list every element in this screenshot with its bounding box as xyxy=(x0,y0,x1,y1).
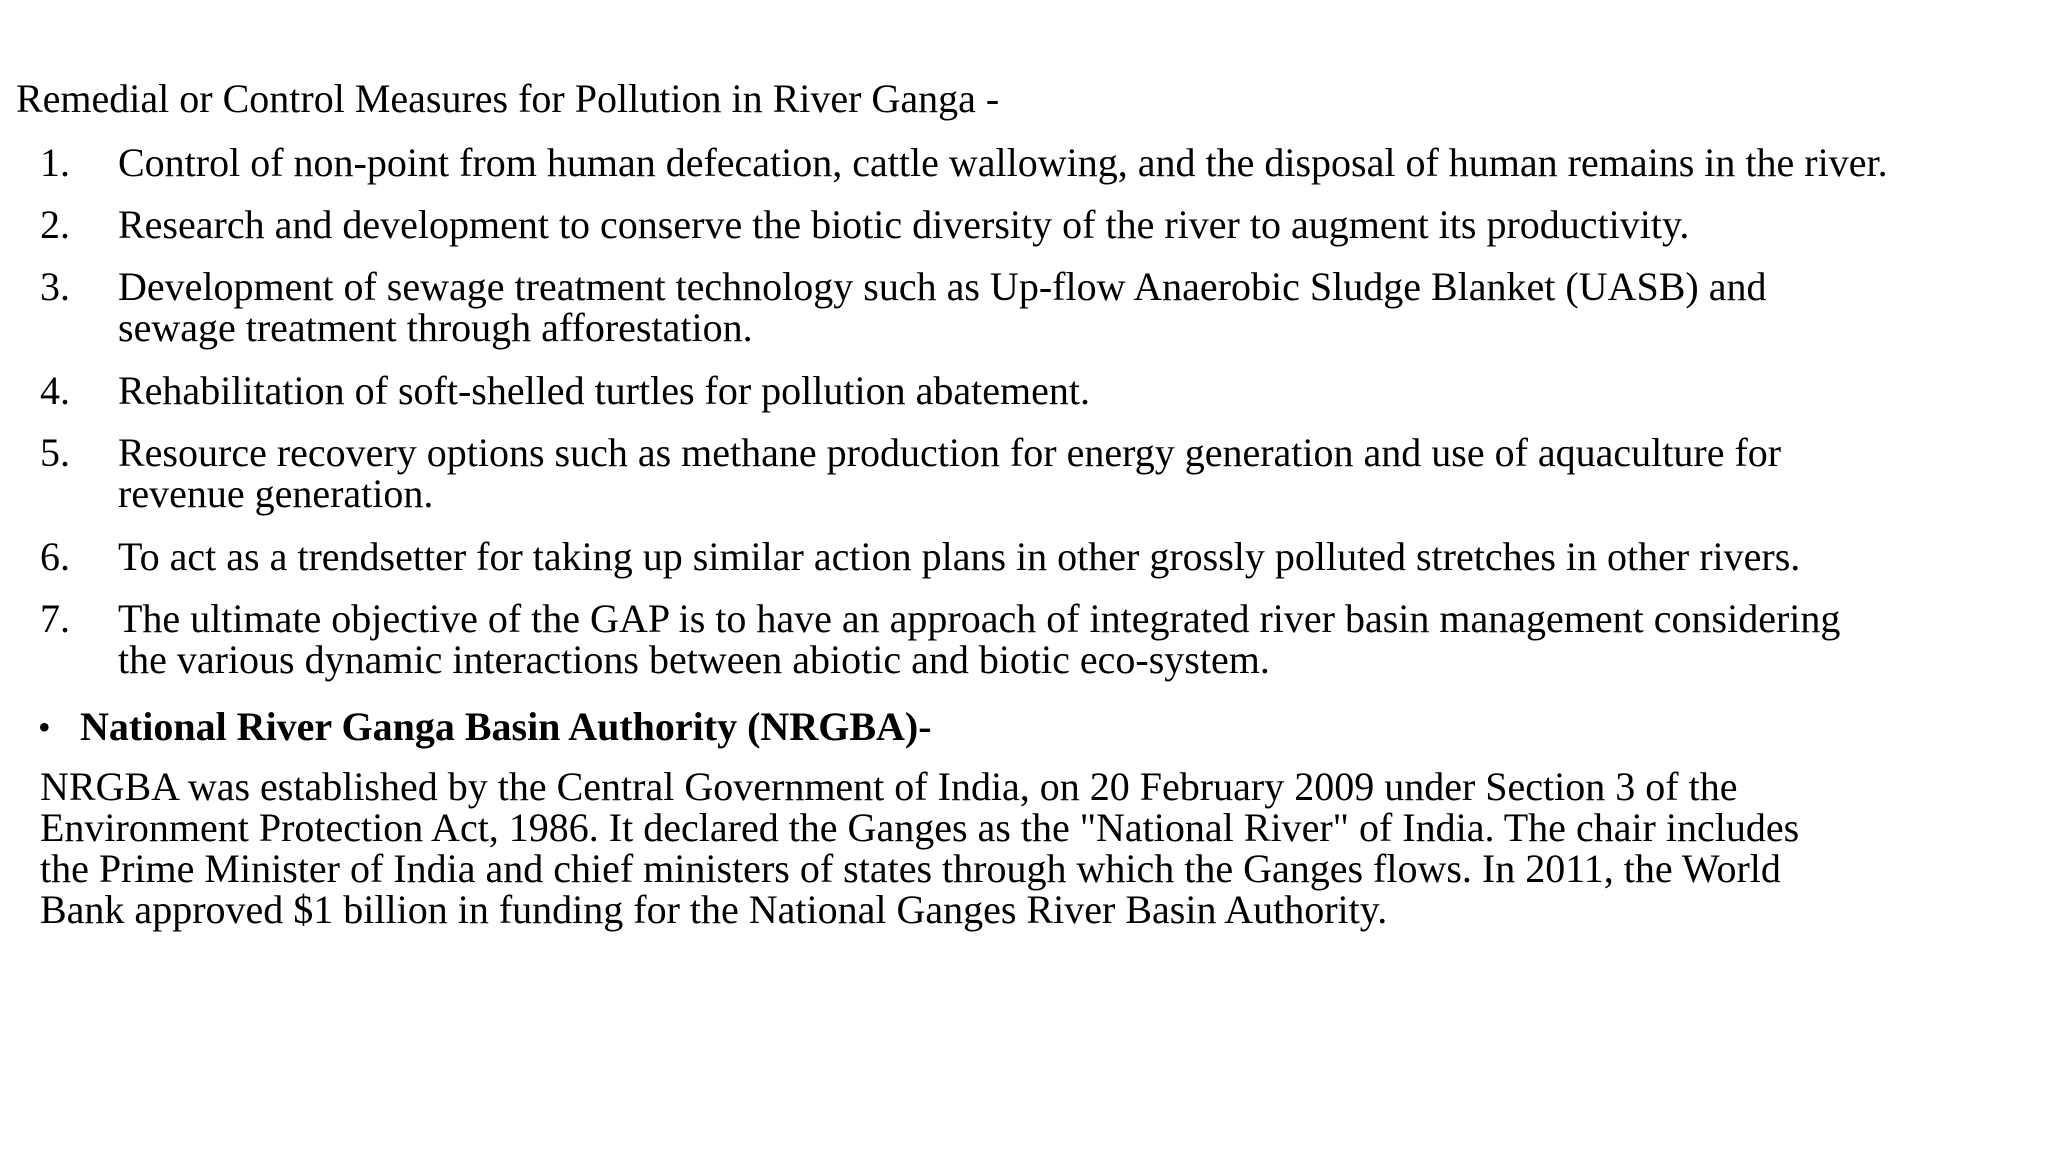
nrgba-paragraph xyxy=(40,766,2030,930)
paragraph-line: Environment Protection Act, 1986. It declared the Ganges as the "National River" of India. The chair includes xyxy=(40,805,1800,850)
list-item-text xyxy=(118,370,2038,411)
list-item-number: 7. xyxy=(40,596,70,641)
list-item-line: Control of non-point from human defecation, cattle wallowing, and the disposal of human remains in the river. xyxy=(118,140,1888,185)
list-item-line: The ultimate objective of the GAP is to have an approach of integrated river basin management considering xyxy=(118,596,1841,641)
list-item-line: Development of sewage treatment technology such as Up-flow Anaerobic Sludge Blanket (UASB) and xyxy=(118,264,1767,309)
list-item-line: Resource recovery options such as methane production for energy generation and use of aquaculture for xyxy=(118,430,1782,475)
list-item-text xyxy=(118,142,2038,183)
list-item-text xyxy=(118,536,2038,577)
list-item-line: sewage treatment through afforestation. xyxy=(118,305,753,350)
list-item-number: 3. xyxy=(40,264,70,309)
section-heading: Remedial or Control Measures for Pollution in River Ganga - xyxy=(16,76,1000,121)
list-item-line: To act as a trendsetter for taking up similar action plans in other grossly polluted stretches in other rivers. xyxy=(118,534,1801,579)
list-item-text xyxy=(118,266,2038,348)
paragraph-line: Bank approved $1 billion in funding for the National Ganges River Basin Authority. xyxy=(40,887,1388,932)
paragraph-line: the Prime Minister of India and chief ministers of states through which the Ganges flows. In 2011, the World xyxy=(40,846,1781,891)
list-item-text xyxy=(118,204,2038,245)
list-item-line: Research and development to conserve the biotic diversity of the river to augment its productivity. xyxy=(118,202,1690,247)
list-item-number: 6. xyxy=(40,534,70,579)
list-item-line: revenue generation. xyxy=(118,471,434,516)
list-item-line: the various dynamic interactions between abiotic and biotic eco-system. xyxy=(118,637,1270,682)
nrgba-title: National River Ganga Basin Authority (NRGBA)- xyxy=(80,704,932,749)
list-item-number: 1. xyxy=(40,140,70,185)
list-item-line: Rehabilitation of soft-shelled turtles for pollution abatement. xyxy=(118,368,1090,413)
list-item-text xyxy=(118,598,2038,680)
paragraph-line: NRGBA was established by the Central Government of India, on 20 February 2009 under Section 3 of the xyxy=(40,764,1738,809)
list-item-number: 2. xyxy=(40,202,70,247)
bullet-icon: • xyxy=(38,707,51,747)
list-item-number: 4. xyxy=(40,368,70,413)
list-item-number: 5. xyxy=(40,430,70,475)
list-item-text xyxy=(118,432,2038,514)
